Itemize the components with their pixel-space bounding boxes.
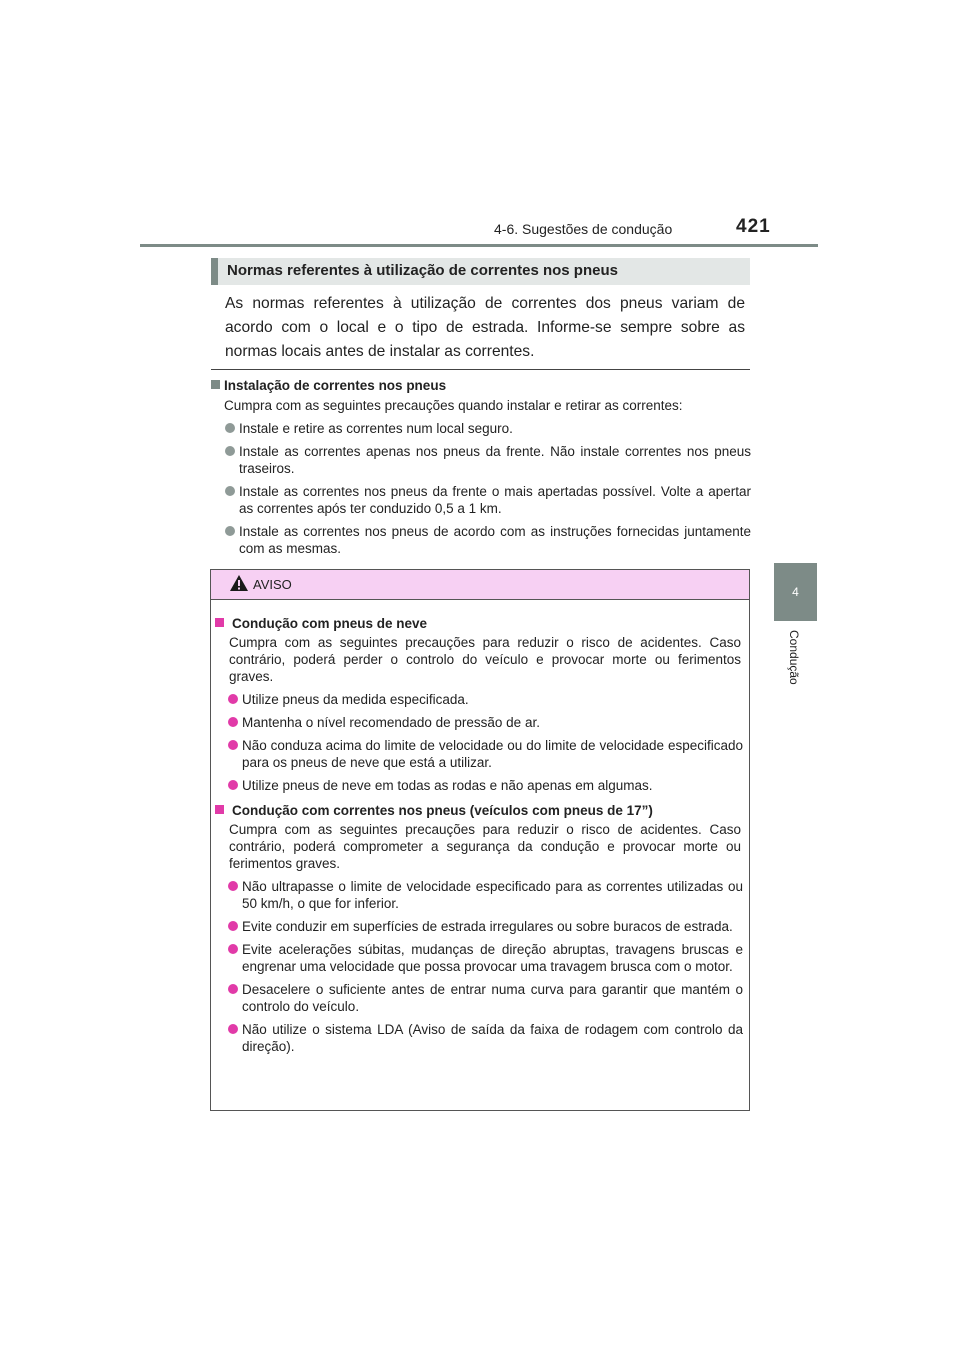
list-item: Mantenha o nível recomendado de pressão de ar.: [211, 714, 743, 731]
list-item: Instale as correntes apenas nos pneus da frente. Não instale correntes nos pneus traseiros.: [211, 443, 751, 477]
list-item: Não ultrapasse o limite de velocidade especificado para as correntes utilizadas ou 50 km/h, o que for inferior.: [211, 878, 743, 912]
warning-body: [211, 614, 749, 1055]
page-number: 421: [736, 216, 771, 237]
list-item: Evite acelerações súbitas, mudanças de direção abruptas, travagens bruscas e engrenar uma velocidade que possa provocar uma travagem brusca com o motor.: [211, 941, 743, 975]
list-item: Instale as correntes nos pneus de acordo com as instruções fornecidas juntamente com as mesmas.: [211, 523, 751, 557]
dot-bullet-icon: [225, 486, 235, 496]
list-item: Desacelere o suficiente antes de entrar numa curva para garantir que mantém o controlo do veículo.: [211, 981, 743, 1015]
dot-bullet-icon: [228, 717, 238, 727]
warning-heading-snow-tires: Condução com pneus de neve: [215, 614, 749, 633]
dot-bullet-icon: [228, 694, 238, 704]
dot-bullet-icon: [225, 446, 235, 456]
warning-heading-chains: Condução com correntes nos pneus (veículos com pneus de 17”): [215, 801, 749, 820]
warning-box: [210, 569, 750, 1111]
installation-heading: [211, 376, 751, 395]
section-title: Normas referentes à utilização de correntes nos pneus: [227, 262, 618, 279]
chapter-tab: 4: [774, 563, 817, 621]
warning-header: [211, 570, 749, 600]
header-section-title: 4-6. Sugestões de condução: [494, 221, 673, 237]
section-bar-accent: [211, 258, 218, 285]
warning-title: AVISO: [253, 577, 292, 592]
square-bullet-icon: [215, 805, 224, 814]
section-divider: [211, 369, 750, 370]
dot-bullet-icon: [228, 1024, 238, 1034]
installation-heading-text: Instalação de correntes nos pneus: [224, 378, 447, 393]
dot-bullet-icon: [225, 423, 235, 433]
dot-bullet-icon: [228, 780, 238, 790]
list-item: Evite conduzir em superfícies de estrada irregulares ou sobre buracos de estrada.: [211, 918, 743, 935]
list-item: Instale as correntes nos pneus da frente o mais apertadas possível. Volte a apertar as correntes após ter conduzido 0,5 a 1 km.: [211, 483, 751, 517]
list-item: Utilize pneus de neve em todas as rodas e não apenas em algumas.: [211, 777, 743, 794]
warning-triangle-icon: [229, 574, 249, 592]
dot-bullet-icon: [228, 881, 238, 891]
square-bullet-icon: [211, 380, 220, 389]
chapter-label: Condução: [787, 630, 801, 685]
warning-lead: Cumpra com as seguintes precauções para reduzir o risco de acidentes. Caso contrário, poderá perder o controlo do veículo e provocar morte ou ferimentos graves.: [229, 635, 741, 684]
list-item: Não conduza acima do limite de velocidade ou do limite de velocidade especificado para os pneus de neve que está a utilizar.: [211, 737, 743, 771]
warning-lead: Cumpra com as seguintes precauções para reduzir o risco de acidentes. Caso contrário, poderá comprometer a segurança da condução e provocar morte ou ferimentos graves.: [229, 822, 741, 871]
section-title-bar: [211, 258, 750, 285]
square-bullet-icon: [215, 618, 224, 627]
header-divider: [140, 244, 818, 247]
section-intro: As normas referentes à utilização de correntes dos pneus variam de acordo com o local e o tipo de estrada. Informe-se sempre sobre as normas locais antes de instalar as correntes.: [225, 295, 745, 360]
list-item: Instale e retire as correntes num local seguro.: [211, 420, 751, 437]
dot-bullet-icon: [228, 944, 238, 954]
dot-bullet-icon: [225, 526, 235, 536]
list-item: Não utilize o sistema LDA (Aviso de saída da faixa de rodagem com controlo da direção).: [211, 1021, 743, 1055]
installation-block: [211, 376, 751, 557]
dot-bullet-icon: [228, 740, 238, 750]
installation-lead: Cumpra com as seguintes precauções quando instalar e retirar as correntes:: [224, 398, 683, 413]
list-item: Utilize pneus da medida especificada.: [211, 691, 743, 708]
dot-bullet-icon: [228, 984, 238, 994]
dot-bullet-icon: [228, 921, 238, 931]
